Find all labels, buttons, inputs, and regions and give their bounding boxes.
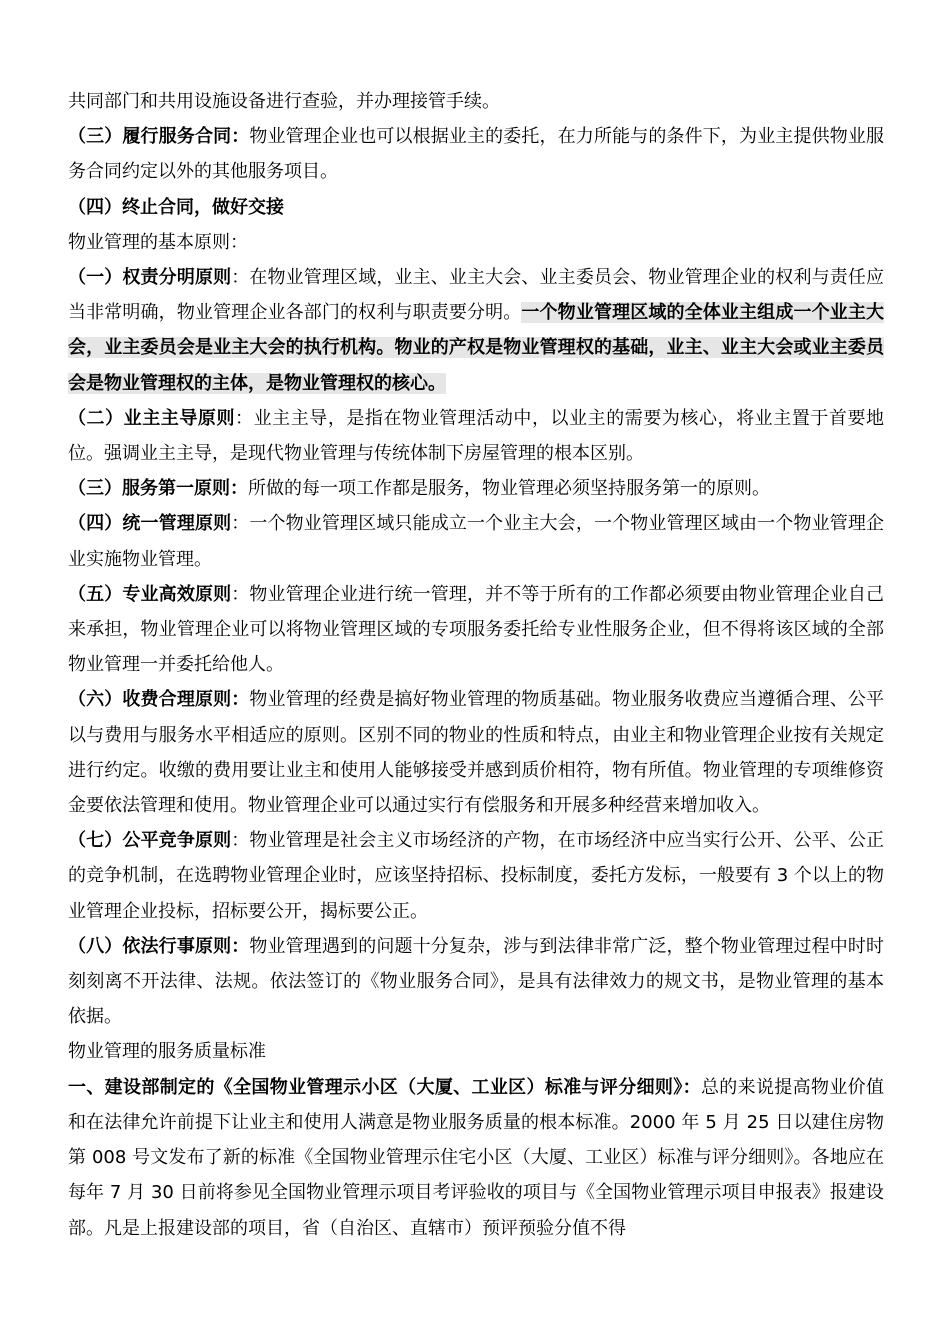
section-quality-standards: 物业管理的服务质量标准 [68, 1041, 266, 1063]
heading-principle-fair-competition: （七）公平竞争原则 [68, 830, 232, 852]
paragraph-principle-owner-led: （二）业主主导原则：业主主导，是指在物业管理活动中，以业主的需要为核心，将业主置于首要地位。强调业主主导，是现代物业管理与传统体制下房屋管理的根本区别。 [68, 407, 885, 465]
heading-principle-professional: （五）专业高效原则 [68, 583, 232, 605]
paragraph-principle-fair-competition: （七）公平竞争原则：物业管理是社会主义市场经济的产物，在市场经济中应当实行公开、公平、公正的竞争机制，在选聘物业管理企业时，应该坚持招标、投标制度，委托方发标，一般要有 3 个以上的物业管理企业投标，招标要公开，揭标要公正。 [68, 830, 885, 922]
paragraph-principle-responsibility: （一）权责分明原则：在物业管理区域，业主、业主大会、业主委员会、物业管理企业的权利与责任应当非常明确，物业管理企业各部门的权利与职责要分明。一个物业管理区域的全体业主组成一个业主大会，业主委员会是业主大会的执行机构。物业的产权是物业管理权的基础，业主、业主大会或业主委员会是物业管理权的主体，是物业管理权的核心。 [68, 267, 885, 394]
heading-standards-detail: 一、建设部制定的《全国物业管理示小区（大厦、工业区）标准与评分细则》： [68, 1076, 701, 1098]
heading-principle-responsibility: （一）权责分明原则 [68, 267, 232, 289]
paragraph-principle-service-first: （三）服务第一原则：所做的每一项工作都是服务，物业管理必须坚持服务第一的原则。 [68, 478, 770, 500]
paragraph-perform-contract: （三）履行服务合同：物业管理企业也可以根据业主的委托，在力所能与的条件下，为业主提供物业服务合同约定以外的其他服务项目。 [68, 126, 885, 183]
paragraph-terminate-contract [68, 190, 884, 225]
paragraph-principle-fees: （六）收费合理原则：物业管理的经费是搞好物业管理的物质基础。物业服务收费应当遵循合理、公平以与费用与服务水平相适应的原则。区别不同的物业的性质和特点，由业主和物业管理企业按有关规定进行约定。收缴的费用要让业主和使用人能够接受并感到质价相符，物有所值。物业管理的专项维修资金要依法管理和使用。物业管理企业可以通过实行有偿服务和开展多种经营来增加收入。 [68, 689, 885, 817]
heading-principle-unified-management: （四）统一管理原则 [68, 513, 232, 535]
paragraph-principle-professional: （五）专业高效原则：物业管理企业进行统一管理，并不等于所有的工作都必须要由物业管理企业自己来承担，物业管理企业可以将物业管理区域的专项服务委托给专业性服务企业，但不得将该区域的全部物业管理一并委托给他人。 [68, 583, 885, 676]
section-basic-principles: 物业管理的基本原则： [68, 231, 248, 253]
heading-terminate-contract: （四）终止合同，做好交接 [68, 196, 284, 218]
paragraph-principle-unified-management: （四）统一管理原则：一个物业管理区域只能成立一个业主大会，一个物业管理区域由一个物业管理企业实施物业管理。 [68, 513, 885, 570]
paragraph-standards-detail: 一、建设部制定的《全国物业管理示小区（大厦、工业区）标准与评分细则》：总的来说提高物业价值和在法律允许前提下让业主和使用人满意是物业服务质量的根本标准。2000 年 5 月 25 日以建住房物第 008 号文发布了新的标准《全国物业管理示住宅小区（大厦、工业区）标准与评分细则》。各地应在每年 7 月 30 日前将参见全国物业管理示项目考评验收的项目与《全国物业管理示项目申报表》报建设部。凡是上报建设部的项目，省（自治区、直辖市）预评预验分值不得 [68, 1076, 885, 1239]
heading-principle-fees: （六）收费合理原则： [68, 689, 250, 711]
highlighted-text: 一个物业管理区域的全体业主组成一个业主大会，业主委员会是业主大会的执行机构。物业的产权是物业管理权的基础，业主、业主大会或业主委员会是物业管理权的主体，是物业管理权的核心。 [68, 302, 884, 394]
heading-principle-owner-led: （二）业主主导原则 [68, 407, 236, 429]
heading-principle-law: （八）依法行事原则： [68, 935, 250, 957]
heading-principle-service-first: （三）服务第一原则： [68, 478, 248, 500]
paragraph-principle-law: （八）依法行事原则：物业管理遇到的问题十分复杂，涉与到法律非常广泛，整个物业管理过程中时时刻刻离不开法律、法规。依法签订的《物业服务合同》，是具有法律效力的规文书，是物业管理的基本依据。 [68, 935, 885, 1028]
paragraph-handover: 共同部门和共用设施设备进行查验，并办理接管手续。 [68, 91, 500, 112]
heading-perform-contract: （三）履行服务合同： [68, 126, 250, 148]
